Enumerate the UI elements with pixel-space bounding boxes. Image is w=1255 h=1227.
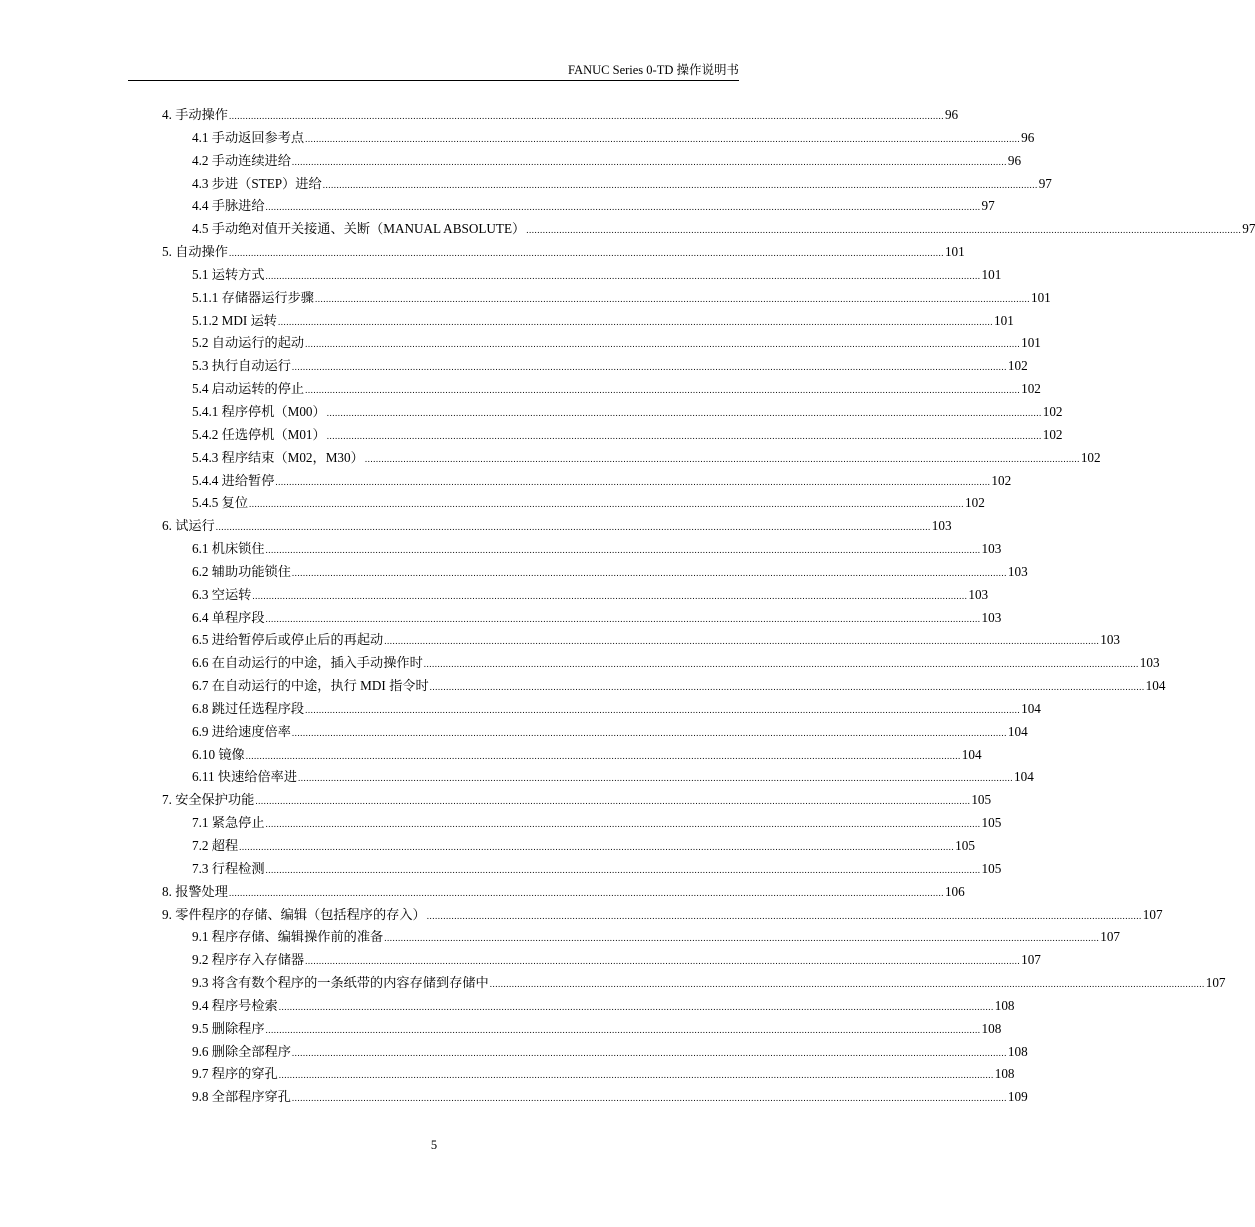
toc-entry-title: 6. 试运行	[162, 518, 215, 534]
toc-entry-title: 9.3 将含有数个程序的一条纸带的内容存储到存储中	[192, 975, 489, 991]
toc-entry-title: 5. 自动操作	[162, 244, 228, 260]
toc-entry-page: 102	[965, 495, 985, 511]
toc-entry-title: 5.1.1 存储器运行步骤	[192, 289, 314, 305]
dot-leader: ....................................................................................................................................................................................................................................................................	[265, 1024, 981, 1035]
dot-leader: ....................................................................................................................................................................................................................................................................	[326, 407, 1042, 418]
dot-leader: ....................................................................................................................................................................................................................................................................	[228, 248, 944, 259]
toc-entry-title: 4.4 手脉进给	[192, 198, 265, 214]
toc-entry[interactable]	[162, 561, 1028, 584]
dot-leader: ....................................................................................................................................................................................................................................................................	[384, 636, 1100, 647]
toc-entry[interactable]	[162, 241, 965, 264]
table-of-contents	[162, 104, 1255, 1109]
dot-leader: ....................................................................................................................................................................................................................................................................	[265, 270, 981, 281]
toc-entry-page: 107	[1100, 929, 1120, 945]
toc-entry-title: 5.4 启动运转的停止	[192, 381, 305, 397]
toc-entry[interactable]	[162, 629, 1120, 652]
toc-entry-title: 6.6 在自动运行的中途，插入手动操作时	[192, 655, 423, 671]
toc-entry-title: 6.1 机床锁住	[192, 541, 265, 557]
toc-entry-page: 107	[1205, 975, 1226, 991]
toc-entry-page: 108	[994, 1066, 1015, 1082]
toc-entry-page: 102	[1080, 449, 1101, 465]
toc-entry-title: 5.2 自动运行的起动	[192, 335, 305, 351]
dot-leader: ....................................................................................................................................................................................................................................................................	[249, 499, 965, 510]
toc-entry-page: 107	[1142, 906, 1163, 922]
toc-entry-page: 103	[981, 609, 1002, 625]
toc-entry[interactable]	[162, 104, 959, 127]
dot-leader: ....................................................................................................................................................................................................................................................................	[429, 682, 1145, 693]
toc-entry-page: 108	[994, 997, 1015, 1013]
toc-entry-title: 6.8 跳过任选程序段	[192, 700, 305, 716]
toc-entry-page: 102	[1007, 358, 1028, 374]
running-header	[128, 58, 739, 81]
toc-entry[interactable]	[162, 995, 1015, 1018]
toc-entry[interactable]	[162, 332, 1041, 355]
toc-entry[interactable]	[162, 173, 1052, 196]
dot-leader: ....................................................................................................................................................................................................................................................................	[278, 1070, 994, 1081]
toc-entry-page: 97	[1242, 221, 1255, 237]
dot-leader: ....................................................................................................................................................................................................................................................................	[252, 590, 968, 601]
toc-entry-title: 9.8 全部程序穿孔	[192, 1089, 291, 1105]
toc-entry-page: 97	[981, 198, 995, 214]
dot-leader: ....................................................................................................................................................................................................................................................................	[305, 133, 1021, 144]
toc-entry[interactable]	[162, 447, 1101, 470]
toc-entry[interactable]	[162, 835, 975, 858]
toc-entry-title: 4.3 步进（STEP）进给	[192, 175, 322, 191]
toc-entry[interactable]	[162, 949, 1041, 972]
toc-entry-title: 9.1 程序存储、编辑操作前的准备	[192, 929, 384, 945]
toc-entry-title: 6.10 镜像	[192, 746, 245, 762]
toc-entry[interactable]	[162, 721, 1028, 744]
page-number: 5	[430, 1138, 438, 1152]
toc-entry-page: 105	[955, 838, 975, 853]
toc-entry-title: 7.1 紧急停止	[192, 815, 265, 831]
toc-entry-page: 103	[968, 586, 989, 602]
dot-leader: ....................................................................................................................................................................................................................................................................	[275, 476, 991, 487]
toc-entry-title: 5.3 执行自动运行	[192, 358, 291, 374]
toc-entry[interactable]	[162, 310, 1014, 333]
toc-entry[interactable]	[162, 538, 1002, 561]
toc-entry[interactable]	[162, 698, 1041, 721]
toc-entry-page: 104	[1007, 723, 1028, 739]
dot-leader: ....................................................................................................................................................................................................................................................................	[314, 293, 1030, 304]
toc-entry-page: 108	[981, 1020, 1002, 1036]
toc-entry-page: 101	[944, 244, 965, 260]
toc-entry-page: 105	[981, 860, 1002, 876]
dot-leader: ....................................................................................................................................................................................................................................................................	[305, 704, 1021, 715]
toc-entry-title: 8. 报警处理	[162, 883, 228, 899]
toc-entry-page: 101	[981, 266, 1002, 282]
dot-leader: ....................................................................................................................................................................................................................................................................	[265, 613, 981, 624]
dot-leader: ....................................................................................................................................................................................................................................................................	[423, 659, 1139, 670]
toc-entry[interactable]	[162, 127, 1035, 150]
toc-entry-title: 7.3 行程检测	[192, 860, 265, 876]
toc-entry-title: 9.6 删除全部程序	[192, 1043, 291, 1059]
toc-entry-page: 109	[1007, 1089, 1028, 1105]
toc-entry-page: 97	[1038, 175, 1052, 191]
toc-entry[interactable]	[162, 584, 989, 607]
toc-entry-page: 108	[1007, 1043, 1028, 1059]
toc-entry[interactable]	[162, 515, 952, 538]
dot-leader: ....................................................................................................................................................................................................................................................................	[265, 202, 981, 213]
toc-entry-title: 5.1 运转方式	[192, 266, 265, 282]
toc-entry[interactable]	[162, 744, 982, 767]
toc-entry[interactable]	[162, 492, 985, 515]
dot-leader: ....................................................................................................................................................................................................................................................................	[305, 956, 1021, 967]
dot-leader: ....................................................................................................................................................................................................................................................................	[291, 156, 1007, 167]
toc-entry[interactable]	[162, 1086, 1028, 1109]
toc-entry-page: 107	[1021, 952, 1041, 968]
toc-entry-title: 4.5 手动绝对值开关接通、关断（MANUAL ABSOLUTE）	[192, 221, 526, 237]
toc-entry-title: 4.2 手动连续进给	[192, 152, 291, 168]
toc-entry-page: 101	[1030, 289, 1051, 305]
toc-entry[interactable]	[162, 195, 995, 218]
toc-entry[interactable]	[162, 1018, 1002, 1041]
dot-leader: ....................................................................................................................................................................................................................................................................	[305, 339, 1021, 350]
dot-leader: ....................................................................................................................................................................................................................................................................	[255, 796, 971, 807]
toc-entry[interactable]	[162, 858, 1002, 881]
toc-entry-page: 103	[1139, 655, 1160, 671]
toc-entry-page: 104	[1145, 678, 1166, 694]
dot-leader: ....................................................................................................................................................................................................................................................................	[298, 773, 1014, 784]
dot-leader: ....................................................................................................................................................................................................................................................................	[245, 750, 961, 761]
dot-leader: ....................................................................................................................................................................................................................................................................	[364, 453, 1080, 464]
toc-entry-title: 5.4.1 程序停机（M00）	[192, 403, 326, 419]
toc-entry[interactable]	[162, 652, 1160, 675]
toc-entry-title: 6.3 空运转	[192, 586, 252, 602]
toc-entry-title: 6.2 辅助功能锁住	[192, 563, 291, 579]
dot-leader: ....................................................................................................................................................................................................................................................................	[291, 362, 1007, 373]
toc-entry-page: 102	[1021, 381, 1041, 397]
toc-entry-title: 5.4.4 进给暂停	[192, 472, 275, 488]
toc-entry-title: 6.5 进给暂停后或停止后的再起动	[192, 632, 384, 648]
toc-entry[interactable]	[162, 812, 1002, 835]
toc-entry-page: 103	[1100, 632, 1120, 648]
dot-leader: ....................................................................................................................................................................................................................................................................	[526, 225, 1242, 236]
toc-entry-page: 104	[961, 746, 982, 762]
toc-entry-title: 7. 安全保护功能	[162, 792, 255, 808]
toc-entry-title: 5.4.3 程序结束（M02，M30）	[192, 449, 364, 465]
toc-entry[interactable]	[162, 355, 1028, 378]
toc-entry[interactable]	[162, 1063, 1015, 1086]
toc-entry-title: 9.5 删除程序	[192, 1020, 265, 1036]
toc-entry-page: 105	[981, 815, 1002, 831]
header-title: FANUC Series 0-TD 操作说明书	[568, 63, 739, 77]
dot-leader: ....................................................................................................................................................................................................................................................................	[278, 1001, 994, 1012]
dot-leader: ....................................................................................................................................................................................................................................................................	[326, 430, 1042, 441]
toc-entry-title: 4. 手动操作	[162, 107, 228, 122]
toc-entry[interactable]	[162, 607, 1002, 630]
toc-entry-title: 6.7 在自动运行的中途，执行 MDI 指令时	[192, 678, 429, 694]
toc-entry-page: 103	[1007, 563, 1028, 579]
toc-entry[interactable]	[162, 972, 1226, 995]
dot-leader: ....................................................................................................................................................................................................................................................................	[265, 864, 981, 875]
dot-leader: ....................................................................................................................................................................................................................................................................	[278, 316, 993, 327]
toc-entry-page: 102	[991, 472, 1012, 488]
toc-entry-title: 6.11 快速给倍率进	[192, 769, 298, 785]
dot-leader: ....................................................................................................................................................................................................................................................................	[305, 385, 1021, 396]
toc-entry-title: 9.7 程序的穿孔	[192, 1066, 278, 1082]
dot-leader: ....................................................................................................................................................................................................................................................................	[291, 567, 1007, 578]
toc-entry[interactable]	[162, 904, 1163, 927]
toc-entry[interactable]	[162, 378, 1041, 401]
toc-entry-page: 96	[1007, 152, 1022, 168]
toc-entry-page: 105	[971, 792, 992, 808]
dot-leader: ....................................................................................................................................................................................................................................................................	[322, 179, 1038, 190]
dot-leader: ....................................................................................................................................................................................................................................................................	[265, 819, 981, 830]
toc-entry-title: 6.4 单程序段	[192, 609, 265, 625]
toc-entry[interactable]	[162, 766, 1034, 789]
toc-entry-title: 5.4.2 任选停机（M01）	[192, 426, 326, 442]
toc-entry-title: 9.4 程序号检索	[192, 997, 278, 1013]
toc-entry-page: 104	[1021, 700, 1041, 716]
dot-leader: ....................................................................................................................................................................................................................................................................	[215, 522, 931, 533]
toc-entry-page: 101	[994, 312, 1014, 328]
dot-leader: ....................................................................................................................................................................................................................................................................	[265, 545, 981, 556]
toc-entry[interactable]	[162, 1041, 1028, 1064]
toc-entry-page: 102	[1042, 403, 1063, 419]
toc-entry-title: 4.1 手动返回参考点	[192, 129, 305, 145]
toc-entry[interactable]	[162, 926, 1120, 949]
toc-entry-page: 102	[1042, 426, 1063, 442]
dot-leader: ....................................................................................................................................................................................................................................................................	[239, 842, 955, 852]
toc-entry-title: 5.4.5 复位	[192, 495, 249, 511]
toc-entry-page: 96	[944, 107, 959, 122]
dot-leader: ....................................................................................................................................................................................................................................................................	[291, 1093, 1007, 1104]
toc-entry-page: 101	[1021, 335, 1041, 351]
toc-entry[interactable]	[162, 287, 1051, 310]
dot-leader: ....................................................................................................................................................................................................................................................................	[384, 933, 1100, 944]
toc-entry-title: 9. 零件程序的存储、编辑（包括程序的存入）	[162, 906, 426, 922]
dot-leader: ....................................................................................................................................................................................................................................................................	[228, 887, 944, 898]
toc-entry[interactable]	[162, 424, 1063, 447]
toc-entry[interactable]	[162, 218, 1255, 241]
toc-entry[interactable]	[162, 264, 1002, 287]
toc-entry-page: 106	[944, 883, 965, 899]
dot-leader: ....................................................................................................................................................................................................................................................................	[291, 1047, 1007, 1058]
toc-entry-title: 7.2 超程	[192, 838, 239, 853]
toc-entry[interactable]	[162, 881, 965, 904]
dot-leader: ....................................................................................................................................................................................................................................................................	[426, 910, 1142, 921]
toc-entry-title: 5.1.2 MDI 运转	[192, 312, 277, 328]
toc-entry-page: 103	[931, 518, 952, 534]
toc-entry[interactable]	[162, 675, 1166, 698]
toc-entry-page: 104	[1014, 769, 1034, 785]
toc-entry[interactable]	[162, 150, 1022, 173]
toc-entry[interactable]	[162, 401, 1063, 424]
toc-entry[interactable]	[162, 789, 992, 812]
toc-entry-page: 96	[1021, 129, 1035, 145]
toc-entry[interactable]	[162, 470, 1012, 493]
toc-entry-page: 103	[981, 541, 1002, 557]
dot-leader: ....................................................................................................................................................................................................................................................................	[291, 727, 1007, 738]
dot-leader: ....................................................................................................................................................................................................................................................................	[489, 979, 1205, 990]
toc-entry-title: 6.9 进给速度倍率	[192, 723, 291, 739]
toc-entry-title: 9.2 程序存入存储器	[192, 952, 305, 968]
dot-leader: ....................................................................................................................................................................................................................................................................	[228, 111, 944, 121]
